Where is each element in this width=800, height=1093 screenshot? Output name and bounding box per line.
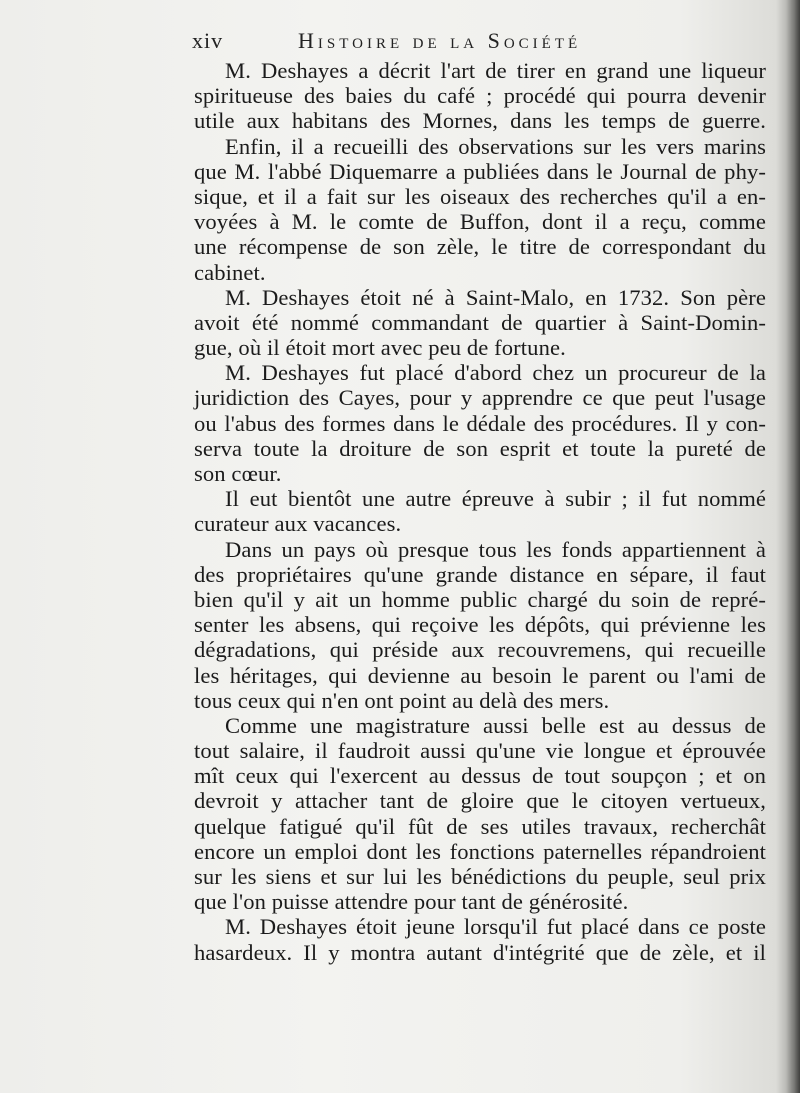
text-line: ou l'abus des formes dans le dédale des procédures. Il y con- bbox=[194, 410, 766, 436]
text-line: tout salaire, il faudroit aussi qu'une vie longue et éprouvée bbox=[194, 738, 766, 764]
body-text bbox=[194, 58, 766, 965]
text-line: gue, où il étoit mort avec peu de fortune. bbox=[194, 335, 566, 361]
text-line: senter les absens, qui reçoive les dépôts, qui prévienne les bbox=[194, 612, 766, 638]
text-line: utile aux habitans des Mornes, dans les temps de guerre. bbox=[194, 108, 766, 134]
text-line: une récompense de son zèle, le titre de correspondant du bbox=[194, 234, 766, 260]
text-line: voyées à M. le comte de Buffon, dont il a reçu, comme bbox=[194, 209, 766, 235]
text-line: des propriétaires qu'une grande distance en sépare, il faut bbox=[194, 561, 766, 587]
text-line: serva toute la droiture de son esprit et toute la pureté de bbox=[194, 435, 766, 461]
text-line: quelque fatigué qu'il fût de ses utiles travaux, recherchât bbox=[194, 813, 766, 839]
text-line: mît ceux qui l'exercent au dessus de tout soupçon ; et on bbox=[194, 763, 766, 789]
text-line: hasardeux. Il y montra autant d'intégrité que de zèle, et il bbox=[194, 939, 766, 965]
page-edge-shadow bbox=[786, 0, 800, 1093]
page-header bbox=[192, 28, 762, 58]
text-line: M. Deshayes étoit né à Saint-Malo, en 1732. Son père bbox=[225, 284, 766, 310]
page-number: xiv bbox=[192, 28, 224, 53]
text-line: Il eut bientôt une autre épreuve à subir ; il fut nommé bbox=[225, 486, 766, 512]
text-line: bien qu'il y ait un homme public chargé du soin de repré- bbox=[194, 586, 766, 612]
running-head: Histoire de la Société bbox=[298, 28, 582, 53]
text-line: les héritages, qui devienne au besoin le parent ou l'ami de bbox=[194, 662, 766, 688]
text-line: Comme une magistrature aussi belle est au dessus de bbox=[225, 712, 766, 738]
text-line: spiritueuse des baies du café ; procédé qui pourra devenir bbox=[194, 83, 766, 109]
text-line: dégradations, qui préside aux recouvremens, qui recueille bbox=[194, 637, 766, 663]
text-line: curateur aux vacances. bbox=[194, 511, 402, 537]
text-line: que l'on puisse attendre pour tant de générosité. bbox=[194, 889, 629, 915]
text-line: M. Deshayes étoit jeune lorsqu'il fut placé dans ce poste bbox=[225, 914, 766, 940]
text-line: Enfin, il a recueilli des observations sur les vers marins bbox=[225, 133, 766, 159]
text-line: devroit y attacher tant de gloire que le citoyen vertueux, bbox=[194, 788, 766, 814]
text-line: avoit été nommé commandant de quartier à Saint-Domin- bbox=[194, 309, 766, 335]
text-line: sique, et il a fait sur les oiseaux des recherches qu'il a en- bbox=[194, 183, 766, 209]
text-line: Dans un pays où presque tous les fonds appartiennent à bbox=[225, 536, 766, 562]
text-line: sur les siens et sur lui les bénédictions du peuple, seul prix bbox=[194, 864, 766, 889]
text-line: M. Deshayes fut placé d'abord chez un procureur de la bbox=[225, 360, 766, 386]
text-line: juridiction des Cayes, pour y apprendre ce que peut l'usage bbox=[194, 385, 766, 411]
text-line: tous ceux qui n'en ont point au delà des mers. bbox=[194, 687, 610, 713]
text-line: que M. l'abbé Diquemarre a publiées dans le Journal de phy- bbox=[194, 158, 766, 184]
text-line: M. Deshayes a décrit l'art de tirer en grand une liqueur bbox=[225, 58, 766, 83]
text-line: son cœur. bbox=[194, 461, 282, 486]
text-line: encore un emploi dont les fonctions paternelles répandroient bbox=[194, 838, 766, 864]
text-line: cabinet. bbox=[194, 259, 266, 285]
